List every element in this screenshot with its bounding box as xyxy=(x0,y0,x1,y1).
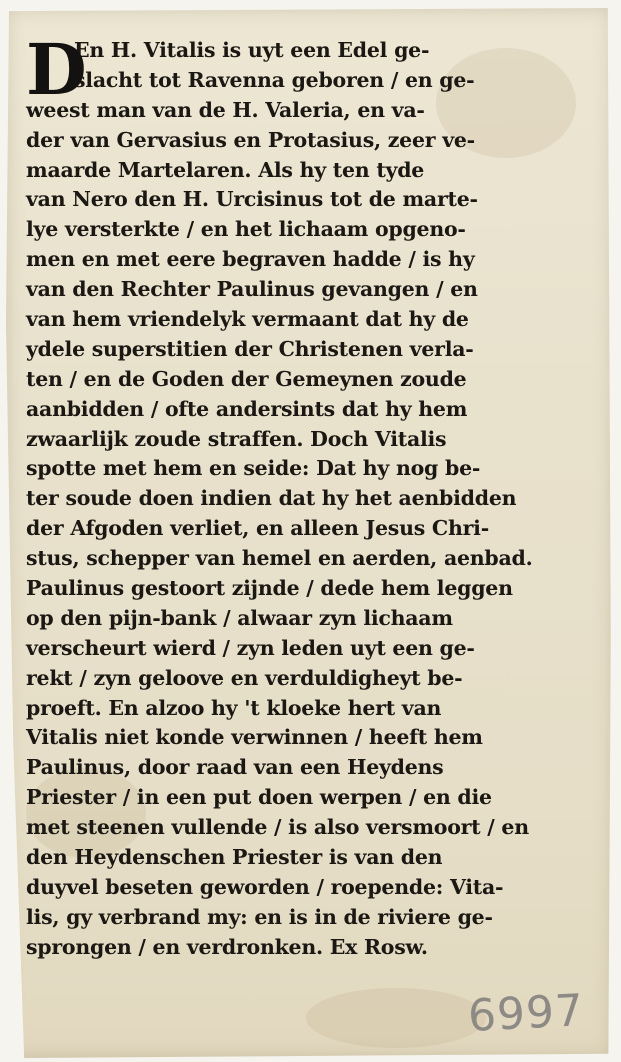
text-line: ter soude doen indien dat hy het aenbidden xyxy=(26,486,517,511)
text-line: ten / en de Goden der Gemeynen zoude xyxy=(26,366,467,391)
text-line: met steenen vullende / is also versmoort / en xyxy=(26,815,529,840)
text-line: op den pijn-bank / alwaar zyn lichaam xyxy=(26,605,453,630)
text-line: der van Gervasius en Protasius, zeer ve- xyxy=(26,127,475,152)
paper-stain xyxy=(306,988,486,1048)
text-line: Vitalis niet konde verwinnen / heeft hem xyxy=(26,725,483,750)
text-line: sprongen / en verdronken. Ex Rosw. xyxy=(26,934,428,959)
text-line: van den Rechter Paulinus gevangen / en xyxy=(26,277,478,302)
text-line: Priester / in een put doen werpen / en die xyxy=(26,785,492,810)
text-line: duyvel beseten geworden / roepende: Vita- xyxy=(26,874,504,899)
text-line: ydele superstitien der Christenen verla- xyxy=(26,336,474,361)
text-line: verscheurt wierd / zyn leden uyt een ge- xyxy=(26,635,475,660)
text-line: lye versterkte / en het lichaam opgeno- xyxy=(26,217,466,242)
text-line: der Afgoden verliet, en alleen Jesus Chri- xyxy=(26,516,489,541)
text-line: rekt / zyn geloove en verduldigheyt be- xyxy=(26,665,463,690)
text-line: van hem vriendelyk vermaant dat hy de xyxy=(26,307,469,332)
text-line: Paulinus, door raad van een Heydens xyxy=(26,755,444,780)
text-line: van Nero den H. Urcisinus tot de marte- xyxy=(26,187,478,212)
text-line: slacht tot Ravenna geboren / en ge- xyxy=(74,67,475,92)
text-line: den Heydenschen Priester is van den xyxy=(26,845,443,870)
text-line: men en met eere begraven hadde / is hy xyxy=(26,247,475,272)
text-line: zwaarlijk zoude straffen. Doch Vitalis xyxy=(26,426,447,451)
text-line: maarde Martelaren. Als hy ten tyde xyxy=(26,157,425,182)
text-line: weest man van de H. Valeria, en va- xyxy=(26,97,425,122)
text-line: aanbidden / ofte andersints dat hy hem xyxy=(26,396,468,421)
text-line: lis, gy verbrand my: en is in de riviere ge- xyxy=(26,904,493,929)
text-line: stus, schepper van hemel en aerden, aenbad. xyxy=(26,546,533,571)
text-line: Paulinus gestoort zijnde / dede hem leggen xyxy=(26,576,513,601)
document-body xyxy=(26,28,582,963)
text-line: proeft. En alzoo hy 't kloeke hert van xyxy=(26,695,442,720)
catalog-number: 6997 xyxy=(466,984,586,1043)
text-line: spotte met hem en seide: Dat hy nog be- xyxy=(26,456,481,481)
text-line: En H. Vitalis is uyt een Edel ge- xyxy=(74,38,430,62)
drop-cap: D xyxy=(26,28,87,111)
